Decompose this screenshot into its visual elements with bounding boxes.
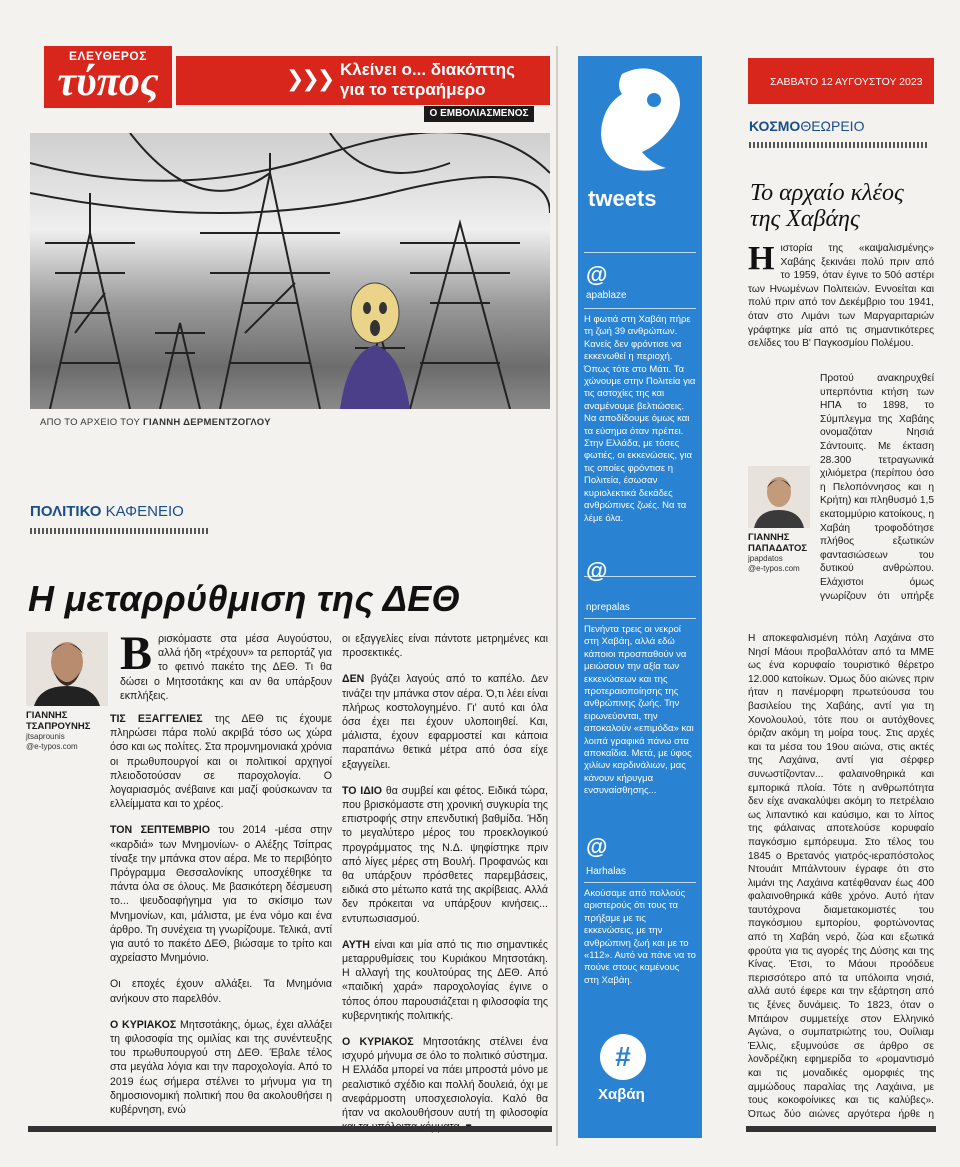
author-email: @e-typos.com (26, 742, 78, 751)
teaser-headline (340, 60, 515, 100)
right-article-body-top (748, 242, 934, 363)
section-header-kosmotheoreio (749, 118, 864, 134)
paragraph (110, 977, 332, 1005)
date-banner (748, 58, 934, 104)
newspaper-logo (44, 46, 172, 108)
paragraph-text: του 2014 -μέσα στην «καρδιά» των Μνημονίων- ο Αλέξης Τσίπρας τίναξε την μπάνκα στον αέρα. Με το περιβόητο Πρόγραμμα Θεσσαλονίκης υποσχέθηκε τα πάντα όλα σε όλους. Με βασικότερη δέσμευση το... ψευδοαφήγημα για το σκίσιμο των Μνημονίων, και, μάλιστα, με ένα νόμο και ένα άρθρο. Τη συνέχεια τη γνωρίζουμε. Τελικά, αντί για αυτό το πακέτο ΔΕΘ, βιώσαμε το τρίτο και αχρείαστο Μνημόνιο. (110, 824, 332, 965)
section-name-bold: ΚΟΣΜΟ (749, 118, 801, 134)
tweet-text: Πενήντα τρεις οι νεκροί στη Χαβάη, αλλά εδώ κάποιοι προσπαθούν να μειώσουν την αξία των εκκενώσεων και της προτεραιοποίησης της ανθρώπινης ζωής. Την ειρωνεύονται, την αποκαλούν «επιμόδα» και λοιπά γραφικά πάνω στα αποκαΐδια. Μετά, με ύφος χιλίων καρδινάλιων, μας κάνουν κήρυγμα ενσυναίσθησης... (584, 624, 694, 797)
paragraph-lead: Ο ΚΥΡΙΑΚΟΣ (342, 1036, 414, 1049)
tweet-bird-icon (592, 64, 688, 184)
article-column-1 (120, 627, 332, 715)
caption-prefix: ΑΠΟ ΤΟ ΑΡΧΕΙΟ ΤΟΥ (40, 417, 141, 428)
at-icon: @ (586, 262, 608, 287)
section-name-regular: ΚΑΦΕΝΕΙΟ (105, 503, 184, 520)
right-article-title: Το αρχαίο κλέος της Χαβάης (750, 180, 904, 232)
paragraph-text: ρισκόμαστε στα μέσα Αυγούστου, αλλά ήδη «τρέχουν» τα ρεπορτάζ για το φετινό πακέτο της ΔΕΘ. Τι θα δώσει ο Μητσοτάκης και αν θα υπάρξουν εκπλήξεις. (120, 633, 332, 702)
teaser-headline-line-2: για το τετραήμερο (340, 80, 486, 99)
paragraph-text: Μητσοτάκης στέλνει ένα ισχυρό μήνυμα σε όλο το πολιτικό σύστημα. Η Ελλάδα μπορεί να πάει μπροστά μόνο με ρεαλιστικό σχέδιο και πολλή δουλειά, όχι με ανεφάρμοστη υποσχεσιολογία. Καλό θα ήταν να ακολουθήσουν αυτή τη φιλοσοφία (342, 1036, 548, 1120)
section-header-politiko (30, 503, 184, 520)
paragraph-intro (120, 627, 332, 703)
teaser-headline-line-1: Κλείνει ο... διακόπτης (340, 60, 515, 79)
paragraph-lead: ΤΟΝ ΣΕΠΤΕΜΒΡΙΟ (110, 824, 210, 837)
teaser-banner (176, 56, 550, 105)
at-icon: @ (586, 558, 608, 583)
chevrons-icon: ❯❯❯ (286, 66, 333, 91)
paragraph-lead: ΑΥΤΗ (342, 938, 370, 951)
tweet-text: Ακούσαμε από πολλούς αριστερούς ότι τους τα πρήξαμε με τις εκκενώσεις, με την ανθρώπινη ζωή και με το «112». Αυτό να πάνε να το πούνε στους καμένους στη Χαβάη. (584, 888, 696, 986)
article-column-2 (342, 632, 548, 1147)
author-portrait-icon (748, 466, 810, 528)
paragraph-text: Προτού ανακηρυχθεί υπερπόντια κτήση των ΗΠΑ το 1898, το Σύμπλεγμα της Χαβάης ονομαζόταν Νησιά Σάντουιτς. Με έκταση 28.300 τετραγωνικά χιλιόμετρα (περίπου όσο η Πελοπόννησος και η Κρήτη) και πληθυσμό 1,5 εκατομμύριο κατοίκους, η Χαβάη τροφοδότησε πλήθος εξωτικών φαντασιώσεων του δυτικού ανθρώπου. Ελάχιστοι όμως γνωρίζουν ότι υπήρξε (820, 373, 934, 602)
power-lines-cartoon-photo (30, 133, 550, 409)
author-first-name: ΓΙΑΝΝΗΣ (26, 710, 68, 721)
author-box (26, 632, 110, 752)
article-title: Η μεταρρύθμιση της ΔΕΘ (28, 578, 460, 619)
paragraph-text: βγάζει λαγούς από το καπέλο. Δεν τινάζει την μπάνκα στον αέρα. Ό,τι λέει είναι πλήρως κοστολογημένο. Γι' αυτό και όλα όσα έχει πει έχουν υλοποιηθεί. Και, μάλιστα, έχουν εφαρμοστεί και κάποια παραπάνω θετικά μέτρα από όσα είχε εξαγγείλει. (342, 673, 548, 771)
author-email: @e-typos.com (748, 564, 800, 573)
author-last-name: ΠΑΠΑΔΑΤΟΣ (748, 543, 808, 554)
drop-cap: Β (120, 627, 153, 680)
author-photo (26, 632, 108, 706)
tweet-divider (584, 308, 696, 309)
author-photo (748, 466, 810, 528)
paragraph-text: Μητσοτάκης, όμως, έχει αλλάξει τη φιλοσοφία της ομιλίας και της συνέντευξης του πρωθυπουργού στη ΔΕΘ. Έβαλε τέλος στα μεγάλα λόγια και την παροχολογία. Από το 2019 έως σήμερα στέλνει το μήνυμα για τη δημοσιονομική πολιτική που θα ακολουθήσει η κυβέρνηση, ενώ (110, 1018, 333, 1117)
bottom-rule (746, 1126, 936, 1132)
right-article-body-bottom (748, 632, 934, 1120)
section-divider (749, 142, 929, 148)
paragraph-lead: ΤΟ ΙΔΙΟ (342, 784, 383, 797)
paragraph (110, 823, 332, 965)
author-box-float (748, 466, 814, 592)
section-divider (30, 528, 210, 534)
hashtag-icon: # (600, 1034, 646, 1080)
author-name (748, 532, 814, 554)
drop-cap: Η (748, 240, 775, 277)
paragraph (342, 784, 548, 926)
hashtag-label: Χαβάη (598, 1086, 645, 1103)
section-name-regular: ΘΕΩΡΕΙΟ (800, 118, 865, 134)
paragraph-lead: Ο ΚΥΡΙΑΚΟΣ (110, 1018, 177, 1031)
paragraph (110, 1018, 332, 1117)
paragraph-lead: ΔΕΝ (342, 673, 365, 686)
paragraph (748, 632, 934, 1120)
paragraph-text: Οι εποχές έχουν αλλάξει. Τα Μνημόνια ανήκουν στο παρελθόν. (110, 978, 332, 1005)
paragraph-text: οι εξαγγελίες είναι πάντοτε μετρημένες και προσεκτικές. (342, 633, 548, 660)
paragraph-text: είναι και μία από τις πιο σημαντικές μεταρρυθμίσεις του Κυριάκου Μητσοτάκη. Η αλλαγή της κουλτούρας της ΔΕΘ. Από «παιδική χαρά» παροχολογίας έγινε ο τόπος όπου παρουσιάζεται η φιλοσοφία της κυβερνητικής πολιτικής. (342, 938, 548, 1022)
tweet-divider (584, 618, 696, 619)
logo-main-text: τύπος (57, 59, 159, 105)
at-icon: @ (586, 834, 608, 859)
author-portrait-icon (26, 632, 108, 706)
logo-top-text: ΕΛΕΥΘΕΡΟΣ (69, 49, 147, 63)
tweet-handle: Harhalas (586, 866, 627, 877)
author-handle: jtsaprounis (26, 732, 65, 741)
tweet-handle: nprepalas (586, 602, 630, 613)
right-article-body-mid (748, 372, 934, 604)
section-name-bold: ΠΟΛΙΤΙΚΟ (30, 503, 102, 520)
paragraph (110, 712, 332, 811)
paragraph (342, 632, 548, 660)
author-first-name: ΓΙΑΝΝΗΣ (748, 532, 790, 543)
tweets-sidebar (578, 56, 702, 1138)
tweet-divider (584, 252, 696, 253)
tweets-label: tweets (588, 186, 657, 211)
paragraph-text: θα συμβεί και φέτος. Ειδικά τώρα, που βρισκόμαστε στη χρονική συγκυρία της επιστροφής στην επενδυτική βαθμίδα. Ήδη το μεγαλύτερο μέρος του προεκλογικού προγράμματος της Ν.Δ. ψηφίστηκε πριν από λίγες μέρες στη Βουλή. Προφανώς και θα υπάρξουν πρόσθετες παρεμβάσεις, ειδικά στο μέτωπο κατά της ακρίβειας. Αλλά δεν πρόκειται να υπάρξουν κινήσεις... εντυπωσιασμού. (342, 784, 548, 925)
author-last-name: ΤΣΑΠΡΟΥΝΗΣ (26, 721, 91, 732)
tweet-handle: apablaze (586, 290, 627, 301)
paragraph (342, 1035, 548, 1134)
tweet-divider (584, 882, 696, 883)
paragraph (342, 672, 548, 771)
caption-photographer: ΓΙΑΝΝΗ ΔΕΡΜΕΝΤΖΟΓΛΟΥ (142, 417, 271, 428)
paragraph-text: Η αποκεφαλισμένη πόλη Λαχάινα στο Νησί Μάουι προβαλλόταν από τα ΜΜΕ ως ένα κορυφαίο τουριστικό θέρετρο 12.000 κατοίκων. Όμως δύο αιώνες πριν ήταν η πανέμορφη πρωτεύουσα του βασιλείου της Χαβάης, αντί για τη Χονολουλού, τότε που οι αυτόχθονες όριζαν ακόμη τη μοίρα τους. Στις αρχές και τα μέσα του 19ου αιώνα, στις ακτές της Λαχάινα, αντί για σέρφερ συνωστίζονταν... φαλαινοθηρικά και εμπορικά πλοία. Τότε η ανθρωπότητα δεν είχε ανακαλύψει ακόμη το πετρέλαιο ως λιπαντικό και καύσιμο, και το λίπος της φάλαινας αποτελούσε κορυφαίο παγκόσμιο εμπόρευμα. Στο τέλος του 1845 ο Βρετανός γιατρός-ιεραπόστολος Ντουάιτ Μπάλντουιν έγραφε ότι στο λιμάνι της Λαχάινα κατέφθαναν έως 400 φαλαινοθηρικά κάθε χρόνο. Αυτό ήταν ταυτόχρονα διαμετακομιστές του παγκόσμιου εμπορίου, φορτώνοντας από τη Χαβάη νερό, ζώα και εξωτικά φρούτα για τις αγορές της Δύσης και της Κίνας. Έτσι, το Μάουι προόδευε περισσότερο από τα υπόλοιπα νησιά, αλλά αυτό έφερε και την εξάρτηση από τις ξένες δυνάμεις. Το 1823, όταν ο Μπάιρον συμμετείχε στον Ελληνικό Αγώνα, ο συμπατριώτης του, Ουίλιαμ Έλλις, εξυμνούσε σε άρθρο σε λονδρέζικη εφημερίδα το «ρομαντισμό και τις μοναδικές ομορφιές της αμμώδους παραλίας της Λαχάινα, με τους κοκοφοίνικες και τις καλύβες». Όπως δύο αιώνες αργότερα ήρθε η (748, 633, 934, 1120)
article-column-1-cont (110, 712, 332, 1129)
teaser-tag: Ο ΕΜΒΟΛΙΑΣΜΕΝΟΣ (424, 106, 534, 122)
column-divider (556, 46, 558, 1146)
paragraph-text: της ΔΕΘ τις έχουμε πληρώσει πάρα πολύ ακριβά τόσο ως χώρα όσο και ως πολίτες. Στα προμνημονιακά χρόνια οι πρωθυπουργοί και οι πολιτικοί αρχηγοί πλειοδοτούσαν σε παροχολογία. Ο λογαριασμός ανέβαινε και μαζί φούσκωναν τα ελλείμματα και το χρέος. (110, 713, 332, 811)
issue-date: ΣΑΒΒΑΤΟ 12 ΑΥΓΟΥΣΤΟΥ 2023 (770, 76, 923, 88)
author-handle: jpapdatos (748, 554, 783, 563)
paragraph (342, 938, 548, 1023)
pylons-illustration (30, 133, 550, 409)
author-name (26, 710, 110, 732)
photo-caption (40, 417, 271, 428)
tweet-text: Η φωτιά στη Χαβάη πήρε τη ζωή 39 ανθρώπων. Κανείς δεν φρόντισε να εκκενωθεί η περιοχή. Όπως τότε στο Μάτι. Τα χώνουμε στην Πολιτεία για τις αστοχίες της και αναμένουμε βελτιώσεις. Να αποδίδουμε όμως και τα εύσημα όταν πρέπει. Στην Ελλάδα, με τόσες φωτιές, οι εκκενώσεις, για τις οποίες φρόντισε η Πολιτεία, έσωσαν κυριολεκτικά δεκάδες ανθρώπινες ζωές. Να τα λέμε όλα. (584, 314, 696, 524)
paragraph (748, 242, 934, 351)
paragraph-lead: ΤΙΣ ΕΞΑΓΓΕΛΙΕΣ (110, 713, 203, 725)
paragraph-text: ιστορία της «καψαλισμένης» Χαβάης ξεκινάει πολύ πριν από το 1959, όταν έγινε το 50ό αστέρι των Ηνωμένων Πολιτειών. Εννοείται και πολύ πριν από τον Δεκέμβριο του 1941, όταν στο Λιμάνι των Μαργαριταριών γράφτηκε μία από τις σημαντικότερες σελίδες του Β' Παγκοσμίου Πολέμου. (748, 243, 934, 350)
bottom-rule (28, 1126, 552, 1132)
